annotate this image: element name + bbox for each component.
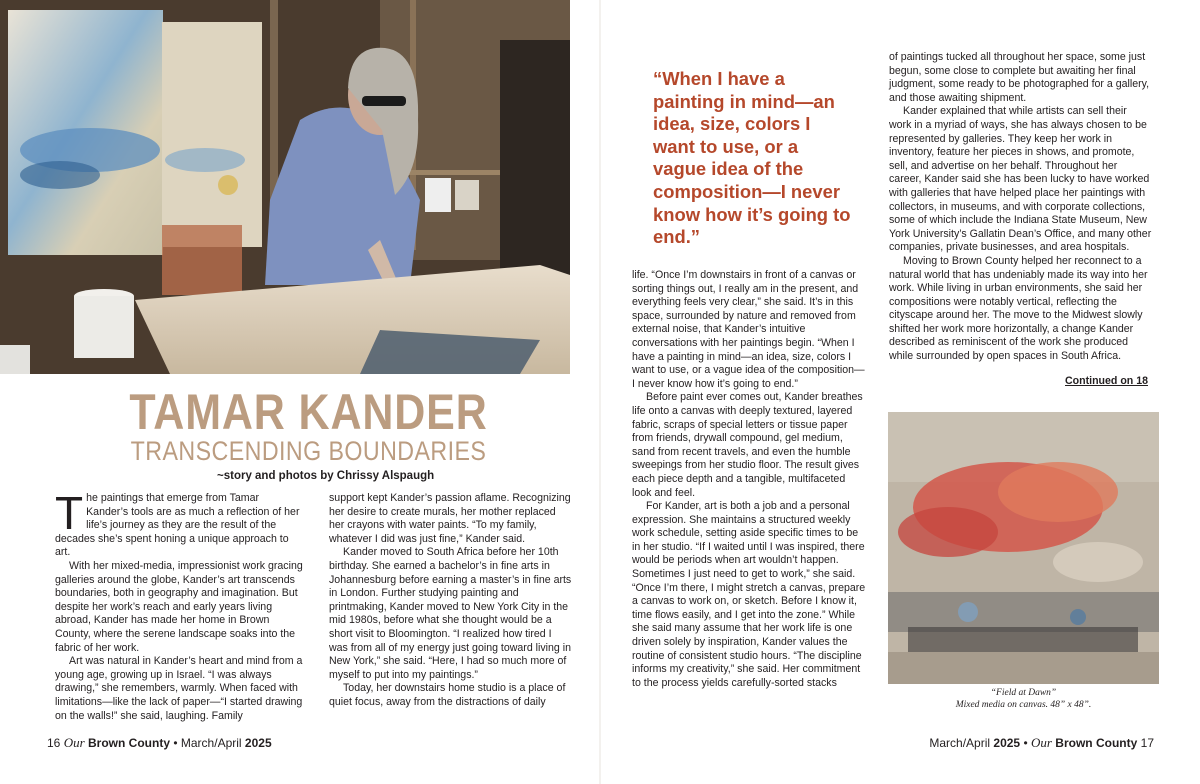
separator-bullet: •	[173, 736, 178, 750]
paragraph: For Kander, art is both a job and a personal expression. She maintains a structured weekly work schedule, setting aside specific times to be in her studio. “If I waited until I was inspired, there would be periods when art wouldn’t happen. Sometimes I just need to get to work,” she said. “Once I’m there, I might stretch a canvas, prepare a canvas to work on, or sketch. Before I know it, time flows easily, and I get into the zone.” While she said many assume that her work life is one driven solely by inspiration, Kander values the routine of consistent studio hours. “The discipline informs my creativity,” she said. Her commitment to the process yields carefully-sorted stacks	[632, 500, 866, 689]
paragraph: support kept Kander’s passion aflame. Recognizing her desire to create murals, her mother replaced her crayons with water paints. “To my family, whatever I did was just fine,” Kander said.	[329, 492, 571, 545]
title-block	[0, 386, 617, 466]
paragraph: Kander explained that while artists can sell their work in a myriad of ways, she has always chosen to be represented by galleries. They keep her work in inventory, feature her pieces in shows, and promote, sell, and advertise on her behalf. Throughout her career, Kander said she has been lucky to have worked with galleries that have helped place her paintings with collectors, in museums, and with corporate collections, some of which include the Indiana State Museum, New York University’s Gallatin Dean’s Office, and many other companies, private businesses, and area hospitals.	[889, 105, 1152, 254]
folio-right	[929, 735, 1154, 751]
separator-bullet: •	[1023, 736, 1028, 750]
text-column-3	[632, 269, 866, 690]
caption-detail: Mixed media on canvas. 48” x 48”.	[955, 699, 1092, 710]
paragraph: Kander moved to South Africa before her 10th birthday. She earned a bachelor’s in fine arts in Johannesburg before earning a master’s in fine arts in London. Further studying painting and printmaking, Kander moved to New York City in the mid 1980s, before what she thought would be a short visit to Bloomington. “I realized how tired I was from all of my energy just going toward living in New York,” she said. “Here, I had so much more of myself to put into my paintings.”	[329, 546, 572, 681]
issue-year: 2025	[244, 736, 272, 750]
paragraph: Art was natural in Kander’s heart and mind from a young age, growing up in Israel. “I was always drawing,” she remembers, warmly. When faced with limitations—like the lack of paper—“I started drawing on the walls!” she said, laughing. Family	[55, 655, 303, 722]
text-column-4	[889, 51, 1152, 364]
paragraph: With her mixed-media, impressionist work gracing galleries around the globe, Kander’s art transcends boundaries, both in geography and imagination. But despite her work’s reach and early years living abroad, Kander has made her home in Brown County, where the serene landscape soaks into the fabric of her work.	[55, 559, 303, 654]
page-number: 17	[1140, 736, 1154, 750]
paragraph: life. “Once I’m downstairs in front of a canvas or sorting things out, I really am in the present, and everything feels very clear,” she said. It’s in this space, surrounded by nature and removed from external noise, that Kander’s intuitive conversations with her paintings begin. “When I have a painting in mind—an idea, size, colors I want to use, or a vague idea of the composition—I never know how it’s going to end.”	[632, 269, 865, 390]
issue-year: 2025	[993, 736, 1021, 750]
painting-caption	[888, 688, 1159, 711]
folio-left	[47, 735, 272, 751]
article-title: TAMAR KANDER	[129, 384, 488, 440]
issue-month: March/April	[929, 736, 991, 750]
painting-image	[888, 412, 1159, 684]
continued-link[interactable]: Continued on 18	[1065, 375, 1148, 387]
paragraph: Today, her downstairs home studio is a place of quiet focus, away from the distractions of daily	[329, 682, 566, 708]
drop-cap: T	[55, 487, 84, 539]
magazine-name: Brown County	[1055, 736, 1138, 750]
text-column-1	[55, 487, 303, 723]
article-subtitle: TRANSCENDING BOUNDARIES	[130, 436, 487, 466]
studio-photo	[0, 0, 570, 374]
paragraph: Moving to Brown County helped her reconnect to a natural world that has undeniably made its way into her work. While living in urban environments, she said her compositions were notably vertical, reflecting the cityscape around her. The move to the Midwest slowly shifted her work more horizontally, a change Kander described as reminiscent of the work she produced while surrounded by open spaces in South Africa.	[889, 254, 1148, 363]
pull-quote: “When I have a painting in mind—an idea, size, colors I want to use, or a vague idea of the composition—I never know how it’s going to end.”	[653, 68, 851, 248]
paragraph: Before paint ever comes out, Kander breathes life onto a canvas with deeply textured, layered fabric, scraps of special letters or tissue paper from friends, drywall compound, gel medium, sand from recent travels, and even the humble sweepings from her studio floor. The result gives each piece depth and a tangible, multifaceted look and feel.	[632, 391, 863, 499]
issue-month: March/April	[180, 736, 242, 750]
byline: ~story and photos by Chrissy Alspaugh	[217, 470, 435, 482]
paragraph: he paintings that emerge from Tamar Kander’s tools are as much a reflection of her life’s journey as they are the result of the decades she’s spent honing a unique approach to art.	[55, 492, 300, 559]
text-column-2	[329, 492, 573, 710]
caption-title: “Field at Dawn”	[990, 688, 1057, 698]
page-number: 16	[47, 736, 61, 750]
magazine-our: Our	[63, 735, 85, 750]
magazine-our: Our	[1031, 735, 1052, 750]
paragraph: of paintings tucked all throughout her space, some just begun, some close to complete but awaiting her final judgment, some ready to be photographed for a gallery, and those awaiting shipment.	[889, 51, 1150, 104]
magazine-name: Brown County	[88, 736, 170, 750]
